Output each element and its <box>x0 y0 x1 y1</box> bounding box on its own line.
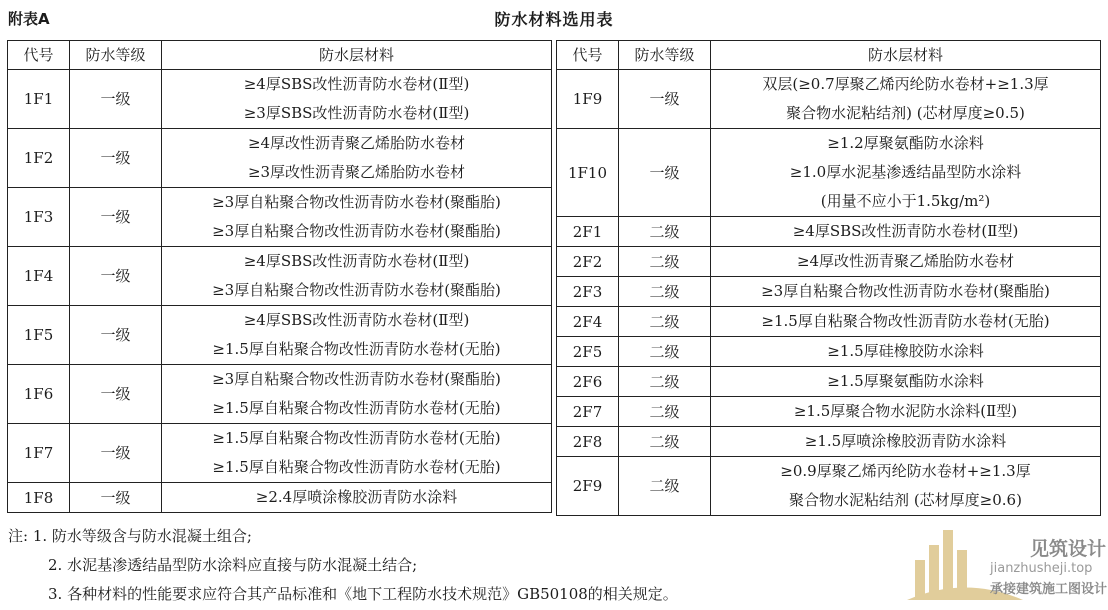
row-code: 2F5 <box>557 337 619 367</box>
row-material <box>711 337 1101 367</box>
row-grade: 二级 <box>619 367 711 397</box>
row-grade: 一级 <box>70 247 162 306</box>
row-material <box>711 129 1101 217</box>
row-code: 2F7 <box>557 397 619 427</box>
material-line: ≥1.5厚自粘聚合物改性沥青防水卷材(无胎) <box>212 399 501 417</box>
row-material <box>162 365 552 424</box>
material-line: ≥3厚改性沥青聚乙烯胎防水卷材 <box>247 163 466 181</box>
material-line: ≥1.5厚喷涂橡胶沥青防水涂料 <box>804 432 1007 450</box>
row-grade: 一级 <box>70 483 162 513</box>
material-line: (用量不应小于1.5kg/m²) <box>820 192 991 210</box>
note-1: 注: 1. 防水等级含与防水混凝土组合; <box>8 527 252 545</box>
row-material <box>162 70 552 129</box>
row-material <box>162 129 552 188</box>
table-row <box>8 306 552 365</box>
material-line: ≥1.5厚自粘聚合物改性沥青防水卷材(无胎) <box>212 340 501 358</box>
table-row <box>557 70 1101 129</box>
row-grade: 二级 <box>619 217 711 247</box>
materials-table-right <box>556 40 1101 516</box>
watermark-url: jianzhusheji.top <box>990 561 1093 576</box>
row-grade: 二级 <box>619 307 711 337</box>
header-material: 防水层材料 <box>711 41 1101 70</box>
header-row <box>557 41 1101 70</box>
note-2: 2. 水泥基渗透结晶型防水涂料应直接与防水混凝土结合; <box>48 556 418 574</box>
row-material <box>162 247 552 306</box>
table-row <box>557 427 1101 457</box>
row-code: 1F9 <box>557 70 619 129</box>
material-line: ≥4厚SBS改性沥青防水卷材(Ⅱ型) <box>243 252 470 270</box>
note-3: 3. 各种材料的性能要求应符合其产品标准和《地下工程防水技术规范》GB50108的相关规定。 <box>48 585 678 603</box>
row-code: 2F3 <box>557 277 619 307</box>
row-code: 1F2 <box>8 129 70 188</box>
row-grade: 二级 <box>619 247 711 277</box>
row-grade: 二级 <box>619 457 711 516</box>
table-row <box>557 367 1101 397</box>
row-code: 1F1 <box>8 70 70 129</box>
table-row <box>557 397 1101 427</box>
material-line: ≥1.5厚自粘聚合物改性沥青防水卷材(无胎) <box>212 458 501 476</box>
material-line: 聚合物水泥粘结剂 (芯材厚度≥0.6) <box>789 491 1022 509</box>
material-line: ≥0.9厚聚乙烯丙纶防水卷材+≥1.3厚 <box>780 462 1031 480</box>
row-material <box>162 424 552 483</box>
header-code: 代号 <box>8 41 70 70</box>
row-code: 1F8 <box>8 483 70 513</box>
row-material <box>711 457 1101 516</box>
appendix-label: 附表A <box>8 10 50 28</box>
row-grade: 二级 <box>619 397 711 427</box>
material-line: 双层(≥0.7厚聚乙烯丙纶防水卷材+≥1.3厚 <box>762 75 1049 93</box>
table-row <box>8 247 552 306</box>
row-grade: 二级 <box>619 337 711 367</box>
row-material <box>711 397 1101 427</box>
watermark-name: 见筑设计 <box>1030 538 1107 560</box>
row-grade: 一级 <box>619 129 711 217</box>
row-material <box>711 247 1101 277</box>
header-code: 代号 <box>557 41 619 70</box>
row-material <box>711 427 1101 457</box>
row-grade: 一级 <box>70 188 162 247</box>
material-line: ≥3厚SBS改性沥青防水卷材(Ⅱ型) <box>243 104 470 122</box>
table-row <box>557 217 1101 247</box>
row-grade: 一级 <box>70 70 162 129</box>
row-material <box>162 188 552 247</box>
row-grade: 一级 <box>70 129 162 188</box>
material-line: ≥1.2厚聚氨酯防水涂料 <box>827 134 984 152</box>
material-line: 聚合物水泥粘结剂) (芯材厚度≥0.5) <box>786 104 1025 122</box>
material-line: ≥3厚自粘聚合物改性沥青防水卷材(聚酯胎) <box>212 281 501 299</box>
row-material <box>162 483 552 513</box>
material-line: ≥4厚改性沥青聚乙烯胎防水卷材 <box>796 252 1015 270</box>
table-row <box>8 424 552 483</box>
row-code: 2F6 <box>557 367 619 397</box>
material-line: ≥4厚SBS改性沥青防水卷材(Ⅱ型) <box>243 75 470 93</box>
material-line: ≥4厚改性沥青聚乙烯胎防水卷材 <box>247 134 466 152</box>
table-row <box>8 365 552 424</box>
material-line: ≥3厚自粘聚合物改性沥青防水卷材(聚酯胎) <box>212 370 501 388</box>
row-code: 2F9 <box>557 457 619 516</box>
table-row <box>557 247 1101 277</box>
table-row <box>557 457 1101 516</box>
row-material <box>711 70 1101 129</box>
table-row <box>557 277 1101 307</box>
watermark-slogan: 承接建筑施工图设计 <box>990 582 1108 597</box>
row-material <box>711 277 1101 307</box>
table-row <box>557 129 1101 217</box>
row-material <box>711 217 1101 247</box>
table-title: 防水材料选用表 <box>494 10 614 29</box>
row-grade: 一级 <box>70 424 162 483</box>
row-code: 1F6 <box>8 365 70 424</box>
row-code: 1F4 <box>8 247 70 306</box>
materials-table-left <box>7 40 552 513</box>
table-row <box>8 70 552 129</box>
header-row <box>8 41 552 70</box>
header-grade: 防水等级 <box>619 41 711 70</box>
material-line: ≥1.5厚自粘聚合物改性沥青防水卷材(无胎) <box>212 429 501 447</box>
table-row <box>557 337 1101 367</box>
material-line: ≥3厚自粘聚合物改性沥青防水卷材(聚酯胎) <box>212 222 501 240</box>
row-material <box>711 367 1101 397</box>
material-line: ≥1.5厚聚氨酯防水涂料 <box>827 372 984 390</box>
table-row <box>8 483 552 513</box>
row-material <box>162 306 552 365</box>
material-line: ≥1.5厚自粘聚合物改性沥青防水卷材(无胎) <box>761 312 1050 330</box>
row-code: 2F1 <box>557 217 619 247</box>
material-line: ≥4厚SBS改性沥青防水卷材(Ⅱ型) <box>792 222 1019 240</box>
row-material <box>711 307 1101 337</box>
row-grade: 一级 <box>619 70 711 129</box>
table-row <box>8 188 552 247</box>
material-line: ≥1.5厚硅橡胶防水涂料 <box>827 342 984 360</box>
material-line: ≥3厚自粘聚合物改性沥青防水卷材(聚酯胎) <box>212 193 501 211</box>
row-grade: 一级 <box>70 306 162 365</box>
row-code: 1F10 <box>557 129 619 217</box>
notes <box>8 522 678 609</box>
material-line: ≥1.0厚水泥基渗透结晶型防水涂料 <box>789 163 1022 181</box>
material-line: ≥3厚自粘聚合物改性沥青防水卷材(聚酯胎) <box>761 282 1050 300</box>
row-grade: 一级 <box>70 365 162 424</box>
row-grade: 二级 <box>619 277 711 307</box>
row-code: 1F7 <box>8 424 70 483</box>
row-code: 2F8 <box>557 427 619 457</box>
row-grade: 二级 <box>619 427 711 457</box>
row-code: 1F5 <box>8 306 70 365</box>
material-line: ≥2.4厚喷涂橡胶沥青防水涂料 <box>255 488 458 506</box>
table-row <box>8 129 552 188</box>
table-row <box>557 307 1101 337</box>
row-code: 2F4 <box>557 307 619 337</box>
row-code: 1F3 <box>8 188 70 247</box>
header-grade: 防水等级 <box>70 41 162 70</box>
material-line: ≥1.5厚聚合物水泥防水涂料(Ⅱ型) <box>793 402 1018 420</box>
header-material: 防水层材料 <box>162 41 552 70</box>
material-line: ≥4厚SBS改性沥青防水卷材(Ⅱ型) <box>243 311 470 329</box>
row-code: 2F2 <box>557 247 619 277</box>
